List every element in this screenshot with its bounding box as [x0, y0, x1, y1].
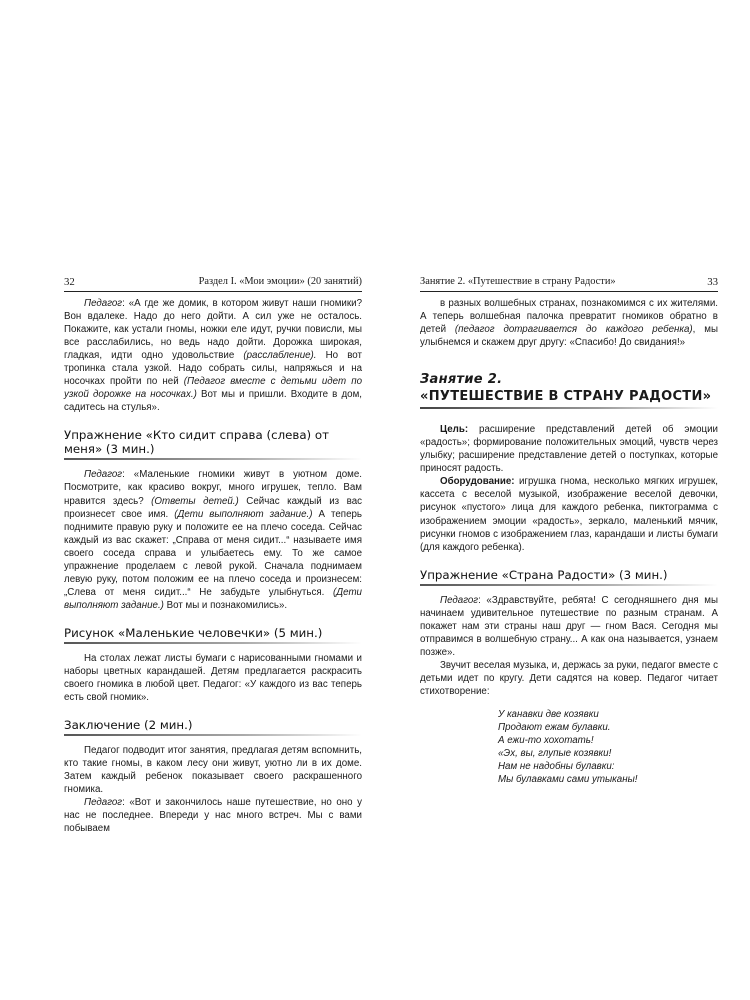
running-head-text-right: Занятие 2. «Путешествие в страну Радости» — [420, 276, 616, 287]
poem-line: Продают ежам булавки. — [498, 722, 611, 734]
poem-line: Мы булавками сами утыканы! — [498, 774, 638, 786]
equipment-label: Оборудование: — [440, 476, 515, 488]
paragraph: Педагог: «А где же домик, в котором живут наши гномики? Вон вдалеке. Надо до него дойти. А сил уже не осталось. Покажите, как устали гномы, ножки еле идут, ручки повисли, мы все расслабились, но ведь надо дойти. Дорожка широкая, гладкая, идти одно удовольствие (расслабление). Но вот тропинка стала узкой. Надо собрать силы, напряжься и на носочках пройти по ней (Педагог вместе с детьми идет по узкой дорожке на носочках.) Вот мы и пришли. Входите в дом, садитесь на стулья». — [64, 298, 362, 414]
paragraph: Педагог: «Вот и закончилось наше путешествие, но оно у нас не последнее. Впереди у нас много встреч. Мы с вами побываем — [64, 797, 362, 835]
poem-line: У канавки две козявки — [498, 709, 599, 721]
page-number-right: 33 — [707, 276, 718, 288]
page-number-left: 32 — [64, 276, 75, 288]
section-heading: Упражнение «Кто сидит справа (слева) от меня» (3 мин.) — [64, 428, 362, 460]
paragraph: Педагог: «Маленькие гномики живут в уютном доме. Посмотрите, как красиво вокруг, много игрушек, тепло. Вам нравится здесь? (Ответы детей.) Сейчас каждый из вас произнесет свое имя. (Дети выполняют задание.) А теперь поднимите правую руку и положите ее на плечо соседа. Сейчас каждый из вас скажет: „Справа от меня сидит...“ называете имя своего соседа справа и улыбаетесь ему. То же самое упражнение проделаем с левой рукой. Сначала поднимаем левую руку, потом положим ее на плечо соседа и произнесем: „Слева от меня сидит...“ Не забудьте улыбнуться. (Дети выполняют задание.) Вот мы и познакомились». — [64, 469, 363, 611]
goal-label: Цель: — [440, 424, 469, 436]
poem-line: А ежи-то хохотать! — [498, 735, 594, 747]
equipment-paragraph: Оборудование: игрушка гнома, несколько мягких игрушек, кассета с веселой музыкой, изображение веселой девочки, рисунок «пустого» лица для каждого ребенка, пиктограмма с изображением эмоции «радость», зеркало, маленький мячик, рисунки гномов с изображением глаз, карандаши и листы бумаги (для каждого ребенка). — [420, 476, 718, 553]
paragraph: Педагог: «Здравствуйте, ребята! С сегодняшнего дня мы начинаем удивительное путешествие по разным странам. А покажет нам эти страны наш друг — гном Вася. Сегодня мы отправимся в волшебную страну... А как она называется, узнаем позже». — [420, 594, 718, 658]
running-head-right — [420, 276, 718, 292]
right-page — [420, 276, 718, 786]
section-heading: Рисунок «Маленькие человечки» (5 мин.) — [64, 626, 362, 644]
lesson-title-number: Занятие 2. — [420, 372, 503, 388]
section-heading: Заключение (2 мин.) — [64, 718, 362, 736]
poem-line: Нам не надобны булавки: — [498, 761, 615, 773]
paragraph: Звучит веселая музыка, и, держась за руки, педагог вместе с детьми идет по кругу. Дети садятся на ковер. Педагог читает стихотворение: — [420, 659, 718, 697]
lesson-title — [420, 371, 718, 409]
poem — [498, 708, 718, 786]
left-page — [64, 276, 362, 835]
paragraph: Педагог подводит итог занятия, предлагая детям вспомнить, кто такие гномы, в каком лесу они живут, уютно ли в их доме. Затем каждый ребенок показывает своего раскрашенного гномика. — [64, 745, 362, 796]
goal-paragraph: Цель: расширение представлений детей об эмоции «радость»; формирование положительных эмоций, чувств через улыбку; расширение представление детей о поступках, которые приносят радость. — [420, 424, 718, 475]
running-head-text-left: Раздел I. «Мои эмоции» (20 занятий) — [198, 276, 362, 287]
section-heading: Упражнение «Страна Радости» (3 мин.) — [420, 568, 718, 586]
poem-line: «Эх, вы, глупые козявки! — [498, 748, 612, 760]
lesson-title-name: «ПУТЕШЕСТВИЕ В СТРАНУ РАДОСТИ» — [420, 388, 718, 409]
paragraph: На столах лежат листы бумаги с нарисованными гномами и наборы цветных карандашей. Детям предлагается раскрасить своего гномика в любой цвет. Педагог: «У каждого из вас теперь есть свой гномик». — [64, 652, 362, 704]
running-head-left — [64, 276, 362, 292]
paragraph: в разных волшебных странах, познакомимся с их жителями. А теперь волшебная палочка превратит гномиков обратно в детей (педагог дотрагивается до каждого ребенка), мы улыбнемся и скажем друг другу: «Спасибо! До свидания!» — [420, 298, 718, 349]
